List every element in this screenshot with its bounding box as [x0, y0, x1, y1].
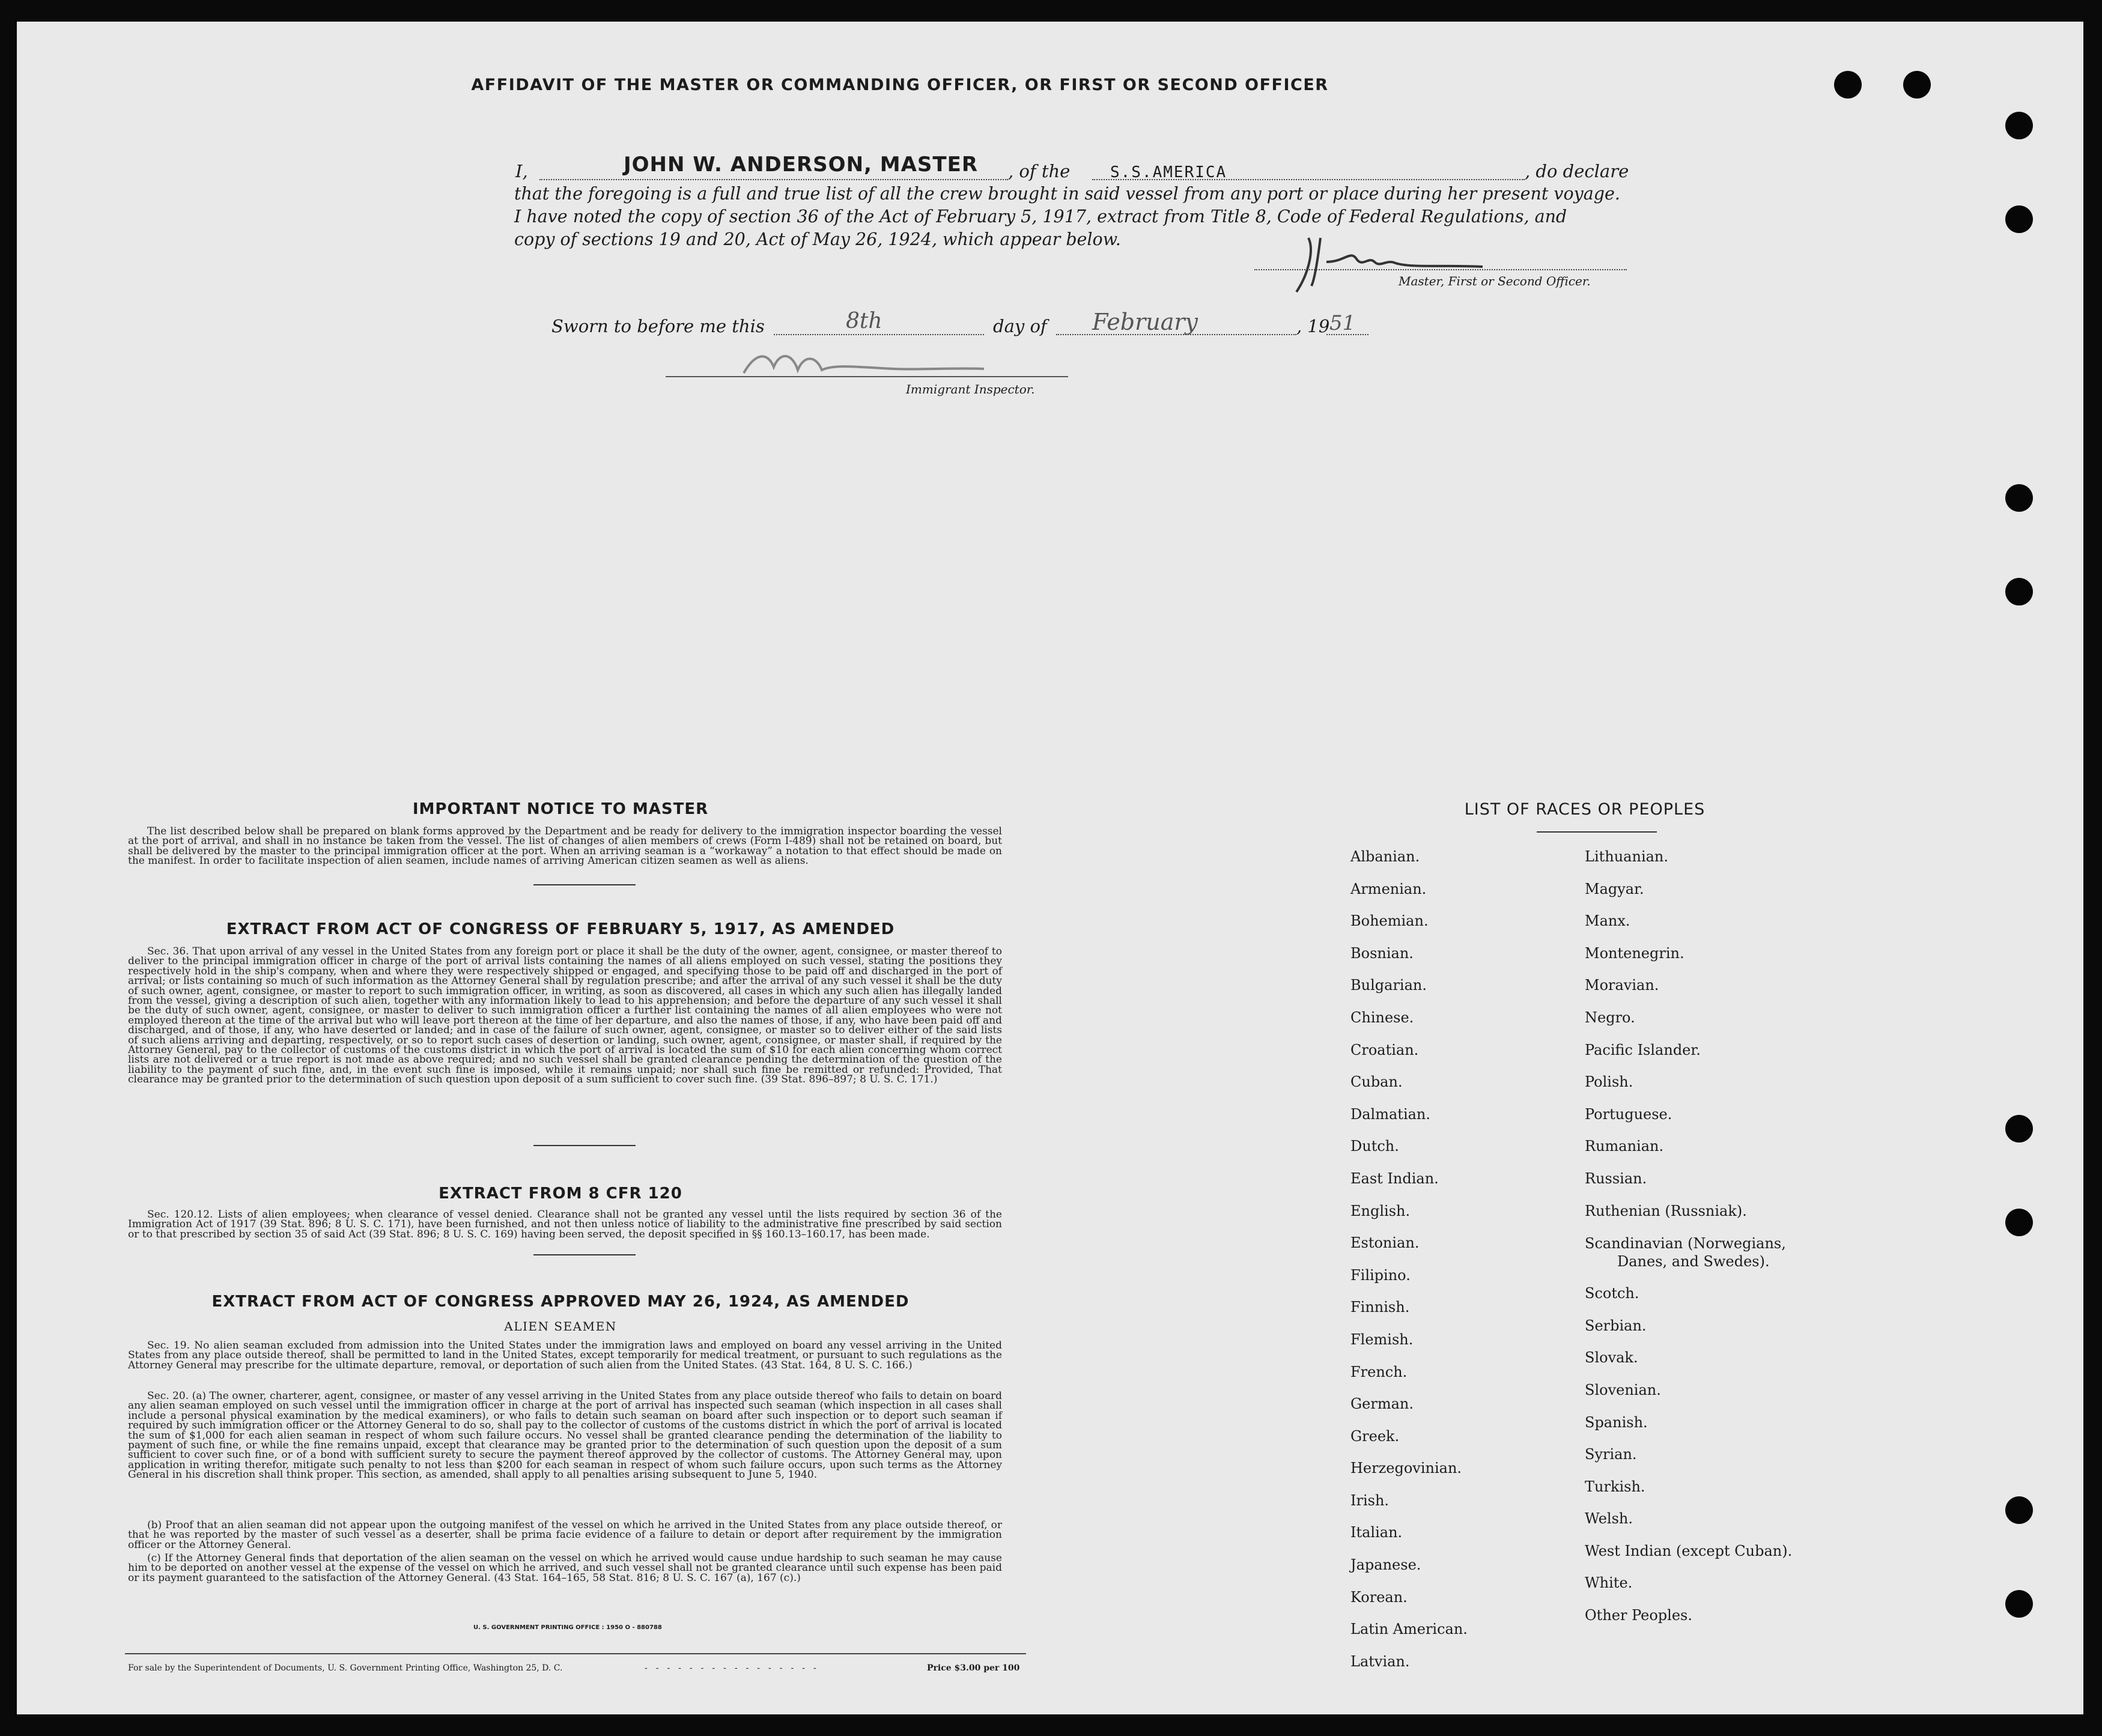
race-list-item: White. [1585, 1574, 1633, 1592]
extract-1924-subheading: ALIEN SEAMEN [504, 1319, 617, 1334]
race-list-item: Pacific Islander. [1585, 1041, 1701, 1058]
vessel-name: S.S.AMERICA [1110, 163, 1227, 181]
footer-sale-note: For sale by the Superintendent of Documents, U. S. Government Printing Office, Washington 25, D. C. [128, 1663, 563, 1673]
do-declare-label: , do declare [1525, 161, 1629, 181]
affidavit-line-3: I have noted the copy of section 36 of the Act of February 5, 1917, extract from Title 8, Code of Federal Regulations, and [514, 207, 1567, 226]
affidavit-i: I, [515, 161, 528, 181]
race-list-item: Russian. [1585, 1170, 1647, 1187]
race-list-item: Other Peoples. [1585, 1607, 1692, 1624]
punch-hole [2005, 1115, 2033, 1143]
race-list-item: Korean. [1350, 1588, 1408, 1606]
race-list-item: Scotch. [1585, 1285, 1639, 1302]
race-list-item: Dutch. [1350, 1138, 1399, 1155]
race-list-item: Manx. [1585, 912, 1630, 930]
race-list-item: Bosnian. [1350, 944, 1414, 962]
race-list-item: Polish. [1585, 1073, 1633, 1091]
race-list-item: West Indian (except Cuban). [1585, 1542, 1793, 1559]
race-list-item: Latvian. [1350, 1653, 1410, 1670]
race-list-item: German. [1350, 1395, 1414, 1413]
master-caption: Master, First or Second Officer. [1399, 274, 1591, 288]
master-signature [1290, 226, 1519, 304]
affidavit-line-2: that the foregoing is a full and true list of all the crew brought in said vessel from any port or place during her present voyage. [514, 184, 1620, 204]
race-list-item: Finnish. [1350, 1299, 1410, 1316]
race-list-item: Portuguese. [1585, 1105, 1672, 1123]
of-the-label: , of the [1008, 161, 1071, 181]
punch-hole [2005, 484, 2033, 512]
race-list-item: Syrian. [1585, 1446, 1637, 1463]
extract-1924-sec20a: Sec. 20. (a) The owner, charterer, agent, consignee, or master of any vessel arriving in the United States from any place outside thereof who fails to detain on board any alien seaman employed on such vessel until the immigration officer in charge at the port of arrival has inspected such seaman (which inspection in all cases shall include a personal physical examination by the medical examiners), or who fails to detain such seaman on board after such inspection or to deport such seaman if required by such immigration officer or the Attorney General to do so, shall pay to the collector of customs of the customs district in which the port of arrival is located the sum of $1,000 for each alien seaman in respect of whom such failure occurs. No vessel shall be granted clearance pending the determination of the liability to payment of such fine, or while the fine remains unpaid, except that clearance may be granted prior to the determination of such question upon the deposit of a sum sufficient to cover such fine, or of a bond with sufficient surety to secure the payment thereof approved by the collector of customs. The Attorney General may, upon application in writing therefor, mitigate such penalty to not less than $200 for each seaman in respect of whom such failure occurs, upon such terms as the Attorney General in his discretion shall think proper. This section, as amended, shall apply to all penalties arising subsequent to June 5, 1940. [128, 1390, 1002, 1481]
extract-1924-sec19: Sec. 19. No alien seaman excluded from admission into the United States under the immigration laws and employed on board any vessel arriving in the United States from any place outside thereof, shall be permitted to land in the United States, except temporarily for medical treatment, or pursuant to such regulations as the Attorney General may prescribe for the ultimate departure, removal, or deportation of such alien from the United States. (43 Stat. 164, 8 U. S. C. 166.) [128, 1340, 1002, 1371]
extract-1924-heading: EXTRACT FROM ACT OF CONGRESS APPROVED MAY 26, 1924, AS AMENDED [211, 1293, 910, 1311]
day-of-label: day of [993, 316, 1047, 336]
punch-hole [1834, 71, 1862, 99]
race-list-item: Italian. [1350, 1524, 1403, 1541]
race-list-item: Negro. [1585, 1009, 1635, 1026]
extract-1924-sec20c: (c) If the Attorney General finds that deportation of the alien seaman on the vessel on which he arrived would cause undue hardship to such seaman he may cause him to be deported on another vessel at the expense of the vessel on which he arrived, and such vessel shall not be granted clearance until such expense has been paid or its payment guaranteed to the satisfaction of the Attorney General. (43 Stat. 164–165, 58 Stat. 816; 8 U. S. C. 167 (a), 167 (c).) [128, 1552, 1002, 1584]
punch-hole [1903, 71, 1931, 99]
race-list-item: Croatian. [1350, 1041, 1419, 1058]
race-list-item: Serbian. [1585, 1317, 1647, 1334]
punch-hole [2005, 205, 2033, 233]
sworn-year: 51 [1329, 311, 1356, 335]
sworn-month: February [1092, 309, 1198, 335]
document-page [17, 22, 2083, 1714]
master-name: JOHN W. ANDERSON, MASTER [624, 153, 979, 177]
races-heading: LIST OF RACES OR PEOPLES [1464, 800, 1706, 819]
extract-1917-text: Sec. 36. That upon arrival of any vessel in the United States from any foreign port or place it shall be the duty of the owner, agent, consignee, or master thereof to deliver to the principal immigration officer in charge of the port of arrival lists containing the names of all aliens employed on such vessel, stating the positions they respectively hold in the ship's company, when and where they were respectively shipped or engaged, and specifying those to be paid off and discharged in the port of arrival; or lists containing so much of such information as the Attorney General shall by regulation prescribe; and after the arrival of any such vessel it shall be the duty of such owner, agent, consignee, or master to report to such immigration officer, in writing, as soon as discovered, all cases in which any such alien has illegally landed from the vessel, giving a description of such alien, together with any information likely to lead to his apprehension; and before the departure of any such vessel it shall be the duty of such owner, agent, consignee, or master to deliver to such immigration officer a further list containing the names of all alien employees who were not employed thereon at the time of the arrival but who will leave port thereon at the time of her departure, and also the names of those, if any, who have been paid off and discharged, and of those, if any, who have deserted or landed; and in case of the failure of such owner, agent, consignee, or master so to deliver either of the said lists of such aliens arriving and departing, respectively, or so to report such cases of desertion or landing, such owner, agent, consignee, or master shall, if required by the Attorney General, pay to the collector of customs of the customs district in which the port of arrival is located the sum of $10 for each alien concerning whom correct lists are not delivered or a true report is not made as above required; and no such vessel shall be granted clearance pending the determination of the question of the liability to the payment of such fine, and, in the event such fine is imposed, while it remains unpaid; nor shall such fine be remitted or refunded: Provided, That clearance may be granted prior to the determination of such question upon deposit of a sum sufficient to cover such fine. (39 Stat. 896–897; 8 U. S. C. 171.) [128, 945, 1002, 1086]
extract-1924-sec20b: (b) Proof that an alien seaman did not appear upon the outgoing manifest of the vessel on which he arrived in the United States from any place outside thereof, or that he was reported by the master of such vessel as a deserter, shall be prima facie evidence of a failure to detain or deport after requirement by the immigration officer or the Attorney General. [128, 1519, 1002, 1551]
sworn-prefix: Sworn to before me this [551, 316, 765, 336]
affidavit-title: AFFIDAVIT OF THE MASTER OR COMMANDING OFFICER, OR FIRST OR SECOND OFFICER [471, 76, 1329, 94]
race-list-item: Lithuanian. [1585, 848, 1669, 865]
race-list-item: Bohemian. [1350, 912, 1429, 930]
inspector-signature [738, 340, 990, 382]
inspector-caption: Immigrant Inspector. [906, 382, 1035, 396]
footer-price: Price $3.00 per 100 [927, 1663, 1020, 1673]
race-list-item: Greek. [1350, 1427, 1400, 1445]
race-list-item: Slovak. [1585, 1349, 1638, 1367]
race-list-item: Danes, and Swedes). [1617, 1253, 1770, 1270]
printing-office-line: U. S. GOVERNMENT PRINTING OFFICE : 1950 O - 880788 [473, 1624, 662, 1631]
race-list-item: Armenian. [1350, 880, 1427, 897]
sworn-day: 8th [846, 309, 882, 333]
race-list-item: Dalmatian. [1350, 1105, 1431, 1123]
extract-cfr-heading: EXTRACT FROM 8 CFR 120 [439, 1185, 682, 1203]
punch-hole [2005, 578, 2033, 605]
race-list-item: East Indian. [1350, 1170, 1439, 1187]
extract-1917-heading: EXTRACT FROM ACT OF CONGRESS OF FEBRUARY 5, 1917, AS AMENDED [226, 920, 895, 938]
race-list-item: Japanese. [1350, 1556, 1421, 1574]
punch-hole [2005, 1209, 2033, 1236]
race-list-item: Estonian. [1350, 1234, 1420, 1252]
race-list-item: Magyar. [1585, 880, 1644, 897]
punch-hole [2005, 1590, 2033, 1618]
race-list-item: Bulgarian. [1350, 977, 1427, 994]
footer-dash-leader: ---------------- [645, 1663, 825, 1673]
race-list-item: Slovenian. [1585, 1381, 1661, 1398]
races-right-column [1585, 841, 1792, 1632]
race-list-item: Irish. [1350, 1492, 1390, 1509]
race-list-item: Albanian. [1350, 848, 1420, 865]
notice-heading: IMPORTANT NOTICE TO MASTER [412, 800, 709, 818]
race-list-item: French. [1350, 1363, 1408, 1380]
notice-text: The list described below shall be prepared on blank forms approved by the Department and be ready for delivery to the immigration inspector boarding the vessel at the port of arrival, and shall in no instance be taken from the vessel. The list of changes of alien members of crews (Form I-489) shall not be retained on board, but shall be delivered by the master to the principal immigration officer at the port. When an arriving seaman is a “workaway” a notation to that effect should be made on the manifest. In order to facilitate inspection of alien seamen, include names of arriving American citizen seamen as well as aliens. [128, 825, 1002, 867]
race-list-item: Filipino. [1350, 1266, 1411, 1284]
extract-cfr-text: Sec. 120.12. Lists of alien employees; when clearance of vessel denied. Clearance shall not be granted any vessel until the lists required by section 36 of the Immigration Act of 1917 (39 Stat. 896; 8 U. S. C. 171), have been furnished, and not then unless notice of liability to the administrative fine prescribed by said section or to that prescribed by section 35 of said Act (39 Stat. 896; 8 U. S. C. 169) having been served, the deposit specified in §§ 160.13–160.17, has been made. [128, 1209, 1002, 1240]
race-list-item: Scandinavian (Norwegians, [1585, 1235, 1786, 1252]
race-list-item: Latin American. [1350, 1621, 1468, 1638]
punch-hole [2005, 1496, 2033, 1524]
race-list-item: English. [1350, 1202, 1411, 1219]
race-list-item: Ruthenian (Russniak). [1585, 1202, 1747, 1219]
race-list-item: Herzegovinian. [1350, 1460, 1462, 1477]
race-list-item: Spanish. [1585, 1413, 1648, 1431]
race-list-item: Rumanian. [1585, 1138, 1664, 1155]
race-list-item: Montenegrin. [1585, 944, 1684, 962]
punch-hole [2005, 112, 2033, 139]
races-left-column [1350, 841, 1468, 1678]
race-list-item: Turkish. [1585, 1478, 1645, 1495]
sworn-year-prefix: , 19 [1296, 316, 1330, 336]
race-list-item: Chinese. [1350, 1009, 1414, 1026]
race-list-item: Welsh. [1585, 1510, 1633, 1528]
race-list-item: Flemish. [1350, 1331, 1414, 1348]
race-list-item: Moravian. [1585, 977, 1659, 994]
affidavit-line-4: copy of sections 19 and 20, Act of May 26, 1924, which appear below. [514, 229, 1121, 249]
race-list-item: Cuban. [1350, 1073, 1403, 1091]
